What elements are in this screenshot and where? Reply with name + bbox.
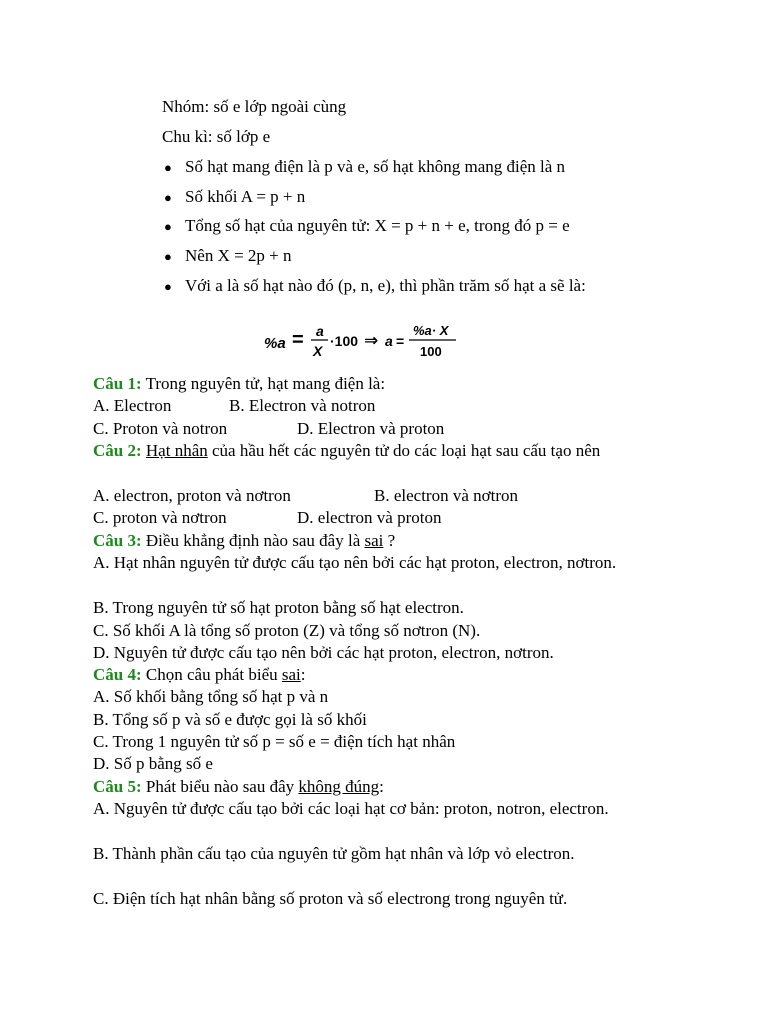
question-label: Câu 2: xyxy=(93,441,142,460)
formula-frac1-den: X xyxy=(313,343,323,359)
option-a: A. Electron xyxy=(93,396,172,415)
formula-frac2-num: %a· X xyxy=(413,323,449,338)
question-text: Trong nguyên tử, hạt mang điện là: xyxy=(141,374,386,393)
formula-equals-2: = xyxy=(396,333,405,349)
group-definition: Nhóm: số e lớp ngoài cùng xyxy=(162,97,347,116)
formula-frac1-num: a xyxy=(316,323,324,339)
option-a: A. electron, proton và nơtron xyxy=(93,486,291,505)
question-label: Câu 4: xyxy=(93,665,142,684)
option-b: B. Electron và notron xyxy=(229,396,376,415)
option-c: C. proton và nơtron xyxy=(93,508,227,527)
question-underlined: Hạt nhân xyxy=(145,441,208,460)
question-text: Chọn câu phát biểu xyxy=(141,665,282,684)
question-4 xyxy=(93,664,306,686)
question-text: Phát biểu nào sau đây xyxy=(141,777,299,796)
option-d: D. Electron và proton xyxy=(297,419,445,438)
bullet-item: Số khối A = p + n xyxy=(185,187,306,206)
question-tail: : xyxy=(300,665,306,684)
formula-equals: = xyxy=(292,329,304,351)
option-a: A. Hạt nhân nguyên tử được cấu tạo nên bởi các hạt proton, electron, nơtron. xyxy=(93,553,617,572)
option-b: B. electron và nơtron xyxy=(374,486,519,505)
percent-formula xyxy=(258,322,468,366)
option-d: D. electron và proton xyxy=(297,508,442,527)
bullet-icon: ● xyxy=(164,249,172,264)
question-tail: ? xyxy=(383,531,396,550)
option-row xyxy=(93,418,444,440)
option-c: C. Trong 1 nguyên tử số p = số e = điện tích hạt nhân xyxy=(93,732,456,751)
option-d: D. Số p bằng số e xyxy=(93,754,213,773)
option-d: D. Nguyên tử được cấu tạo nên bởi các hạt proton, electron, nơtron. xyxy=(93,643,554,662)
bullet-item: Với a là số hạt nào đó (p, n, e), thì phần trăm số hạt a sẽ là: xyxy=(185,276,586,295)
period-definition: Chu kì: số lớp e xyxy=(162,127,271,146)
question-3 xyxy=(93,530,395,552)
question-1 xyxy=(93,373,385,395)
question-underlined: không đúng xyxy=(298,777,380,796)
formula-lhs: %a xyxy=(264,335,286,352)
option-a: A. Nguyên tử được cấu tạo bởi các loại hạt cơ bản: proton, notron, electron. xyxy=(93,799,609,818)
formula-implies: ⇒ xyxy=(364,331,379,350)
option-c: C. Số khối A là tổng số proton (Z) và tổng số nơtron (N). xyxy=(93,621,481,640)
bullet-icon: ● xyxy=(164,190,172,205)
option-row xyxy=(93,395,375,417)
option-b: B. Trong nguyên tử số hạt proton bằng số hạt electron. xyxy=(93,598,464,617)
option-a: A. Số khối bằng tổng số hạt p và n xyxy=(93,687,329,706)
bullet-item: Nên X = 2p + n xyxy=(185,246,292,265)
option-b: B. Tổng số p và số e được gọi là số khối xyxy=(93,710,367,729)
option-row xyxy=(93,507,441,529)
formula-a: a xyxy=(385,333,393,349)
option-b: B. Thành phần cấu tạo của nguyên tử gồm hạt nhân và lớp vỏ electron. xyxy=(93,844,575,863)
question-tail: : xyxy=(379,777,384,796)
bullet-icon: ● xyxy=(164,160,172,175)
question-label: Câu 5: xyxy=(93,777,142,796)
bullet-icon: ● xyxy=(164,279,172,294)
question-label: Câu 3: xyxy=(93,531,142,550)
question-label: Câu 1: xyxy=(93,374,142,393)
question-underlined: sai xyxy=(364,531,384,550)
option-c: C. Điện tích hạt nhân bằng số proton và số electrong trong nguyên tử. xyxy=(93,889,568,908)
question-2 xyxy=(93,440,683,462)
question-5 xyxy=(93,776,384,798)
option-row xyxy=(93,485,518,507)
question-underlined: sai xyxy=(281,665,301,684)
formula-mult: ·100 xyxy=(330,333,359,349)
option-c: C. Proton và notron xyxy=(93,419,228,438)
bullet-icon: ● xyxy=(164,219,172,234)
question-text: Điều khẳng định nào sau đây là xyxy=(141,531,365,550)
bullet-item: Tổng số hạt của nguyên tử: X = p + n + e, trong đó p = e xyxy=(185,216,570,235)
bullet-item: Số hạt mang điện là p và e, số hạt không mang điện là n xyxy=(185,157,566,176)
question-text: của hầu hết các nguyên tử do các loại hạt sau cấu tạo nên xyxy=(207,441,601,460)
formula-frac2-den: 100 xyxy=(420,344,442,359)
